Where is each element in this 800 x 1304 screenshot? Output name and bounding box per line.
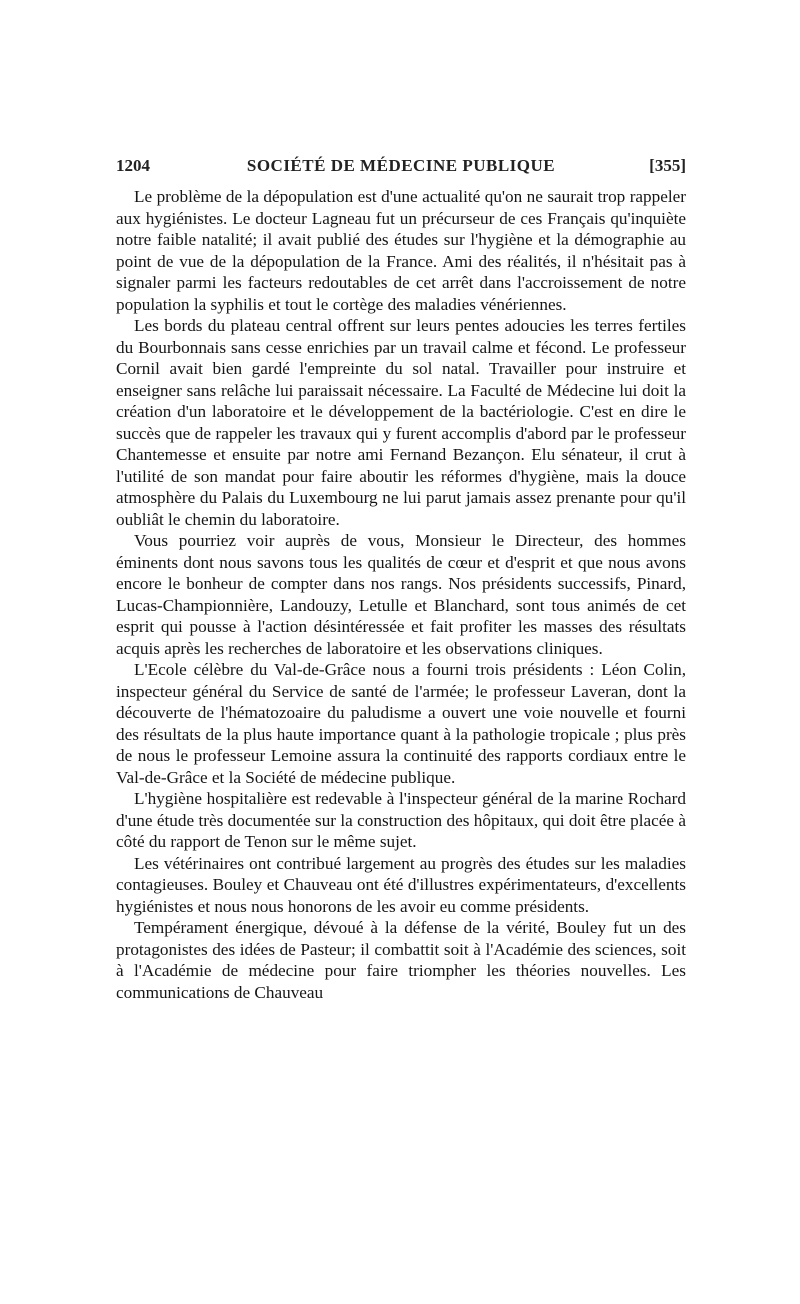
page-number: 1204 — [116, 156, 150, 175]
paragraph-cornil: Les bords du plateau central offrent sur leurs pentes adoucies les terres fertiles du Bourbonnais sans cesse enrichies par un travail calme et fécond. Le professeur Cornil avait bien gardé l'empreinte du sol natal. Travailler pour instruire et enseigner sans relâche lui paraissait nécessaire. La Faculté de Médecine lui doit la création d'un laboratoire et le développement de la bactériologie. C'est en dire le succès que de rappeler les travaux qui y furent accomplis d'abord par le professeur Chantemesse et ensuite par notre ami Fernand Bezançon. Elu sénateur, il crut à l'utilité de son mandat pour faire aboutir les réformes d'hygiène, mais la douce atmosphère du Palais du Luxembourg ne lui parut jamais assez prenante pour qu'il oubliât le chemin du laboratoire. — [116, 316, 686, 529]
page-header — [116, 156, 686, 180]
paragraph-depopulation: Le problème de la dépopulation est d'une actualité qu'on ne saurait trop rappeler aux hygiénistes. Le docteur Lagneau fut un précurseur de ces Français qu'inquiète notre faible natalité; il avait publié des études sur l'hygiène et la démographie au point de vue de la dépopulation de la France. Ami des réalités, il n'hésitait pas à signaler parmi les facteurs redoutables de cet arrêt dans l'accroissement de notre population la syphilis et tout le cortège des maladies vénériennes. — [116, 187, 686, 314]
paragraph-val-de-grace: L'Ecole célèbre du Val-de-Grâce nous a fourni trois présidents : Léon Colin, inspecteur général du Service de santé de l'armée; le professeur Laveran, dont la découverte de l'hématozoaire du paludisme a ouvert une voie nouvelle et fourni des résultats de la plus haute importance quant à la pathologie tropicale ; plus près de nous le professeur Lemoine assura la continuité des rapports cordiaux entre le Val-de-Grâce et la Société de médecine publique. — [116, 660, 686, 787]
paragraph-presidents: Vous pourriez voir auprès de vous, Monsieur le Directeur, des hommes éminents dont nous savons tous les qualités de cœur et d'esprit et que nous avons encore le bonheur de compter dans nos rangs. Nos présidents successifs, Pinard, Lucas-Championnière, Landouzy, Letulle et Blanchard, sont tous animés de cet esprit qui pousse à l'action désintéressée et fait profiter les masses des résultats acquis après les recherches de laboratoire et les observations cliniques. — [116, 531, 686, 658]
paragraph-bouley: Tempérament énergique, dévoué à la défense de la vérité, Bouley fut un des protagonistes des idées de Pasteur; il combattit soit à l'Académie des sciences, soit à l'Académie de médecine pour faire triompher les théories nouvelles. Les communications de Chauveau — [116, 918, 686, 1002]
body-text — [116, 186, 686, 1003]
paragraph-veterinarians: Les vétérinaires ont contribué largement au progrès des études sur les maladies contagieuses. Bouley et Chauveau ont été d'illustres expérimentateurs, d'excellents hygiénistes et nous nous honorons de les avoir eu comme présidents. — [116, 853, 686, 916]
paragraph-hospital-hygiene: L'hygiène hospitalière est redevable à l'inspecteur général de la marine Rochard d'une étude très documentée sur la construction des hôpitaux, qui doit être placée à côté du rapport de Tenon sur le même sujet. — [116, 789, 686, 851]
running-title: SOCIÉTÉ DE MÉDECINE PUBLIQUE — [246, 156, 556, 175]
section-reference: [355] — [649, 156, 686, 175]
